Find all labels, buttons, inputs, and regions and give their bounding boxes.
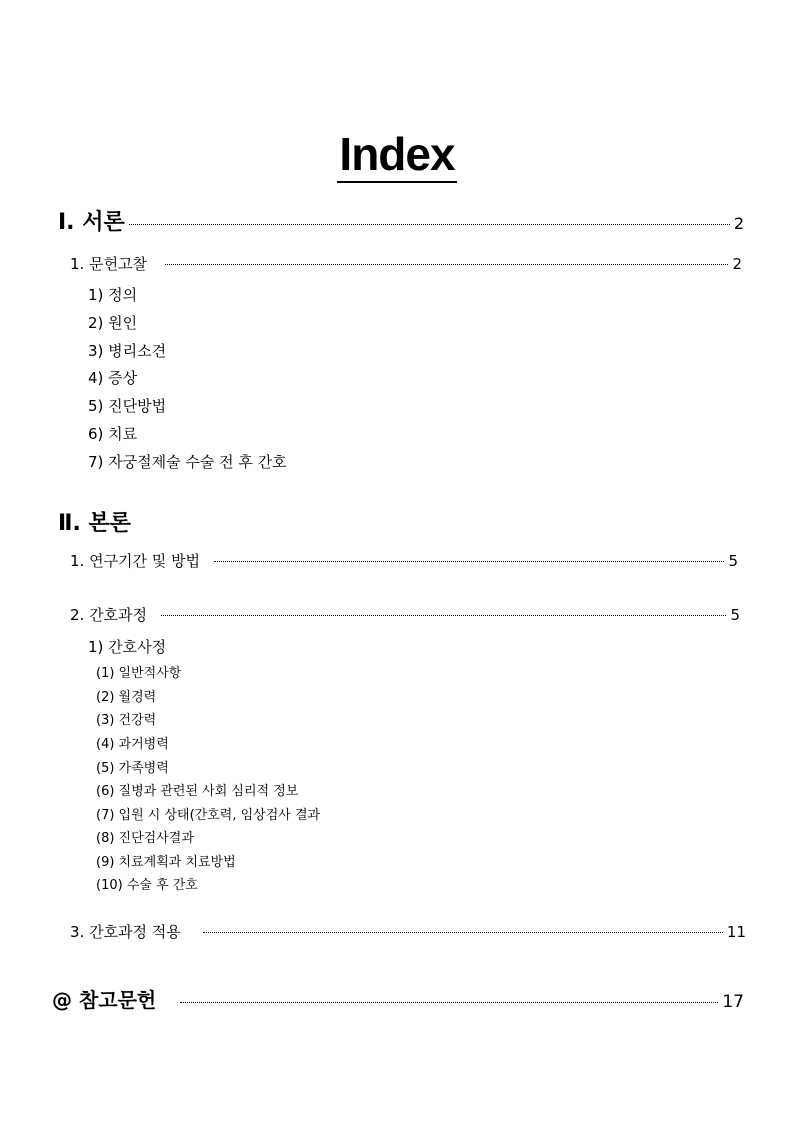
toc-subsubitem[interactable]: (3) 건강력 — [96, 713, 157, 728]
dot-leader — [214, 561, 724, 562]
page-number: 2 — [733, 214, 744, 233]
toc-subsubitem[interactable]: (5) 가족병력 — [96, 761, 169, 776]
toc-subitem[interactable]: 6) 치료 — [88, 425, 138, 443]
toc-item-research-period[interactable] — [70, 550, 738, 571]
toc-subitem[interactable]: 1) 정의 — [88, 286, 138, 304]
toc-subitem[interactable]: 4) 증상 — [88, 369, 138, 387]
section-label: Ⅰ. 서론 — [58, 210, 125, 235]
toc-section-intro[interactable] — [58, 205, 744, 236]
toc-subsubitem[interactable]: (2) 월경력 — [96, 690, 157, 705]
toc-subsubitem[interactable]: (6) 질병과 관련된 사회 심리적 정보 — [96, 784, 299, 799]
dot-leader — [161, 615, 726, 616]
item-label: 1. 문헌고찰 — [70, 255, 148, 273]
toc-subsubitem[interactable]: (8) 진단검사결과 — [96, 831, 194, 846]
dot-leader — [203, 932, 723, 933]
section-label: Ⅱ. 본론 — [58, 511, 132, 536]
toc-subsubitem[interactable]: (1) 일반적사항 — [96, 666, 182, 681]
toc-subitem-nursing-assessment[interactable]: 1) 간호사정 — [88, 638, 167, 656]
page-number: 11 — [726, 923, 746, 941]
toc-subsubitem[interactable]: (9) 치료계획과 치료방법 — [96, 855, 236, 870]
page-title: Index — [0, 128, 794, 183]
page-number: 17 — [722, 992, 744, 1012]
item-label: 2. 간호과정 — [70, 606, 148, 624]
toc-subitem[interactable]: 3) 병리소견 — [88, 342, 167, 360]
toc-item-nursing-process[interactable] — [70, 604, 740, 625]
item-label: 3. 간호과정 적용 — [70, 923, 181, 941]
page-number: 5 — [730, 606, 740, 624]
dot-leader — [165, 264, 728, 265]
toc-subsubitem[interactable]: (4) 과거병력 — [96, 737, 169, 752]
references-label: @ 참고문헌 — [52, 988, 157, 1012]
item-label: 1. 연구기간 및 방법 — [70, 552, 201, 570]
toc-subsubitem[interactable]: (7) 입원 시 상태(간호력, 임상검사 결과 — [96, 808, 321, 823]
toc-references[interactable] — [52, 984, 744, 1013]
toc-item-nursing-application[interactable] — [70, 921, 746, 942]
toc-item-literature-review[interactable] — [70, 253, 742, 274]
dot-leader — [180, 1002, 718, 1003]
dot-leader — [129, 224, 730, 225]
toc-subitem[interactable]: 7) 자궁절제술 수술 전 후 간호 — [88, 453, 287, 471]
toc-section-body[interactable] — [58, 506, 131, 537]
page-number: 5 — [728, 552, 738, 570]
page-number: 2 — [732, 255, 742, 273]
toc-subsubitem[interactable]: (10) 수술 후 간호 — [96, 878, 198, 893]
toc-subitem[interactable]: 5) 진단방법 — [88, 397, 167, 415]
toc-subitem[interactable]: 2) 원인 — [88, 314, 138, 332]
